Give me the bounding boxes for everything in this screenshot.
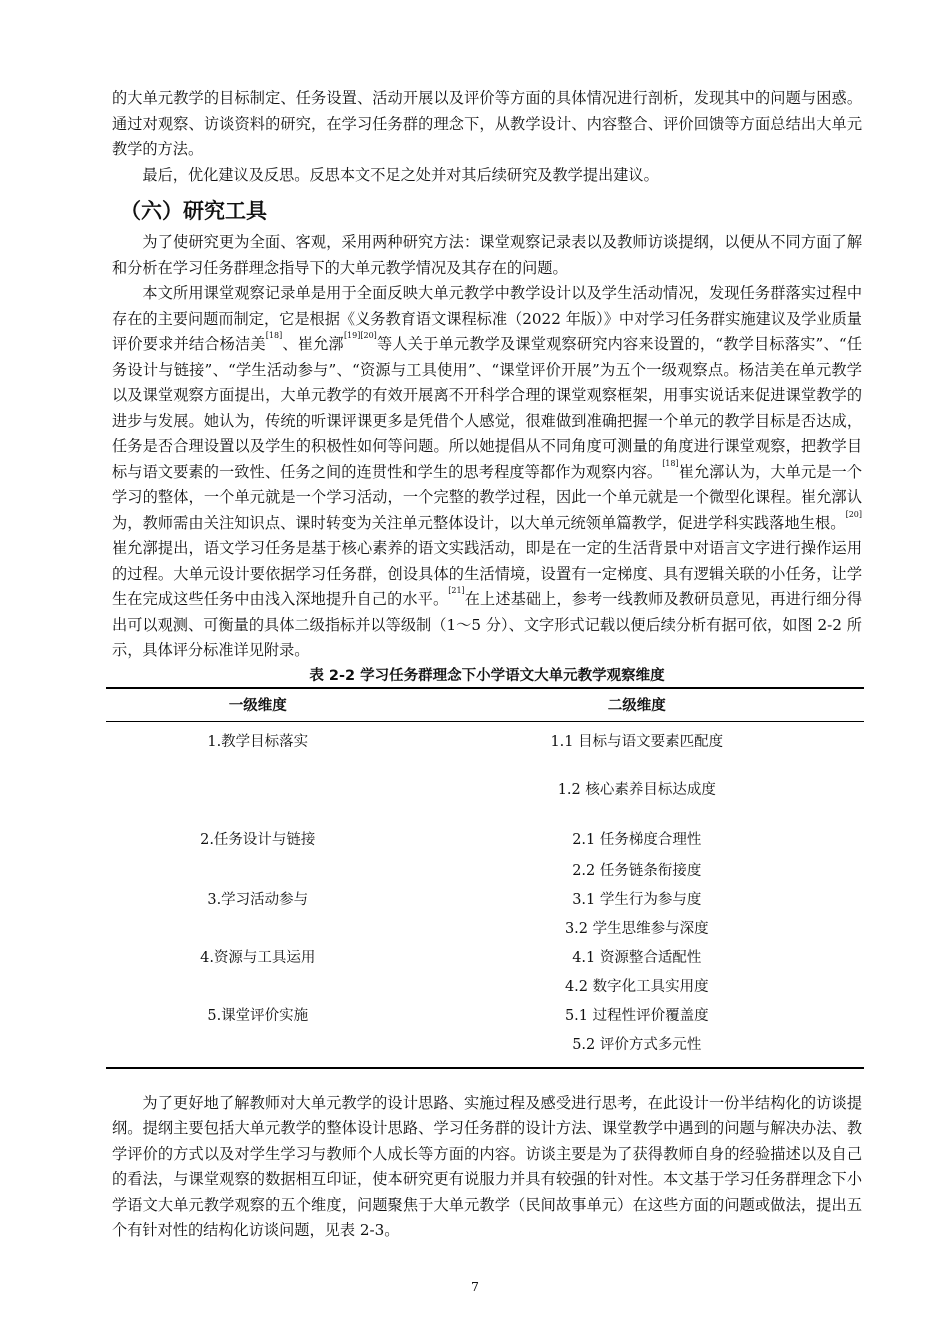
level1-cell bbox=[106, 855, 410, 884]
citation-ref: [18] bbox=[265, 331, 283, 340]
page-number: 7 bbox=[471, 1279, 479, 1294]
level1-cell: 1.教学目标落实 bbox=[207, 733, 309, 750]
level2-cell: 2.1 任务梯度合理性 bbox=[572, 831, 702, 848]
paragraph-text: 崔允漷认为，大单元是一个学习的整体，一个单元就是一个学习活动，一个完整的教学过程，因此一个单元就是一个微型化课程。崔允漷认为，教师需由关注知识点、课时转变为关注单元整体设计，以大单元统领单篇教学，促进学科实践落地生根。 bbox=[112, 462, 863, 532]
table-caption: 表 2-2 学习任务群理念下小学语文大单元教学观察维度 bbox=[309, 667, 665, 684]
column-header-level1: 一级维度 bbox=[106, 688, 410, 722]
table-row bbox=[106, 721, 864, 755]
table-row bbox=[106, 1029, 864, 1068]
paragraph-text: 崔允漷提出，语文学习任务是基于核心素养的语文实践活动，即是在一定的生活背景中对语言文字进行操作运用的过程。大单元设计要依据学习任务群，创设具体的生活情境，设置有一定梯度、具有逻辑关联的小任务，让学生在完成这些任务中由浅入深地提升自己的水平。 bbox=[112, 539, 862, 608]
paragraph-text: 、崔允漷 bbox=[282, 335, 344, 353]
level2-cell: 4.1 资源整合适配性 bbox=[572, 949, 702, 966]
level2-cell: 3.2 学生思维参与深度 bbox=[564, 920, 709, 937]
table-row bbox=[106, 913, 864, 942]
table-row bbox=[106, 755, 864, 805]
table-row bbox=[106, 971, 864, 1000]
level2-cell: 5.2 评价方式多元性 bbox=[572, 1036, 702, 1053]
level1-cell: 3.学习活动参与 bbox=[207, 891, 309, 908]
paragraph-text: 在上述基础上，参考一线教师及教研员意见，再进行细分得出可以观测、可衡量的具体二级指标并以等级制（1～5 分）、文字形式记载以便后续分析有据可依，如图 2-2 所示，具体评分标准详见附录。 bbox=[112, 590, 863, 659]
level1-cell: 2.任务设计与链接 bbox=[200, 831, 316, 848]
interview-paragraph: 为了更好地了解教师对大单元教学的设计思路、实施过程及感受进行思考，在此设计一份半结构化的访谈提纲。提纲主要包括大单元教学的整体设计思路、学习任务群的设计方法、课堂教学中遇到的问题与解决办法、教学评价的方式以及对学生学习与教师个人成长等方面的内容。访谈主要是为了获得教师自身的经验描述以及自己的看法，与课堂观察的数据相互印证，使本研究更有说服力并具有较强的针对性。本文基于学习任务群理念下小学语文大单元教学观察的五个维度，问题聚焦于大单元教学（民间故事单元）在这些方面的问题或做法，提出五个有针对性的结构化访谈问题，见表 2-3。 bbox=[112, 1093, 862, 1239]
citation-ref: [21] bbox=[448, 586, 465, 595]
observation-paragraph bbox=[112, 281, 862, 664]
table-row bbox=[106, 855, 864, 884]
citation-ref: [19][20] bbox=[343, 331, 377, 340]
paragraph-text: 本文所用课堂观察记录单是用于全面反映大单元教学中教学设计以及学生活动情况，发现任务群落实过程中存在的主要问题而制定，它是根据《义务教育语文课程标准（2022 年版）》中对学习任务群实施建议及学业质量评价要求并结合杨洁美 bbox=[112, 284, 862, 353]
citation-ref: [18] bbox=[662, 458, 679, 468]
level2-cell: 1.2 核心素养目标达成度 bbox=[557, 781, 716, 798]
level2-cell: 4.2 数字化工具实用度 bbox=[564, 978, 709, 995]
table-row bbox=[106, 1000, 864, 1029]
level1-cell bbox=[106, 971, 410, 1000]
level1-cell bbox=[106, 755, 410, 805]
body-paragraph: 最后，优化建议及反思。反思本文不足之处并对其后续研究及教学提出建议。 bbox=[142, 165, 659, 184]
paragraph-text: 等人关于单元教学及课堂观察研究内容来设置的，“教学目标落实”、“任务设计与链接”、“学生活动参与”、“资源与工具使用”、“课堂评价开展”为五个一级观察点。杨洁美在单元教学以及课堂观察方面提出，大单元教学的有效开展离不开科学合理的课堂观察框架，用事实说话来促进课堂教学的进步与发展。她认为，传统的听课评课更多是凭借个人感觉，很难做到准确把握一个单元的教学目标是否达成，任务是否合理设置以及学生的积极性如何等问题。所以她提倡从不同角度可测量的角度进行课堂观察，把教学目标与语文要素的一致性、任务之间的连贯性和学生的思考程度等都作为观察内容。 bbox=[112, 335, 863, 481]
level1-cell: 5.课堂评价实施 bbox=[207, 1007, 309, 1024]
page-content bbox=[112, 86, 862, 1244]
level1-cell bbox=[106, 1029, 410, 1068]
level1-cell bbox=[106, 913, 410, 942]
table-header-row bbox=[106, 688, 864, 722]
level2-cell: 3.1 学生行为参与度 bbox=[572, 891, 702, 908]
table-row bbox=[106, 805, 864, 855]
methods-paragraph: 为了使研究更为全面、客观，采用两种研究方法：课堂观察记录表以及教师访谈提纲，以便从不同方面了解和分析在学习任务群理念指导下的大单元教学情况及其存在的问题。 bbox=[112, 233, 862, 277]
level2-cell: 1.1 目标与语文要素匹配度 bbox=[550, 733, 724, 750]
table-row bbox=[106, 884, 864, 913]
level2-cell: 5.1 过程性评价覆盖度 bbox=[564, 1007, 709, 1024]
section-heading: （六）研究工具 bbox=[120, 199, 267, 223]
observation-dimensions-table bbox=[106, 687, 864, 1069]
table-row bbox=[106, 942, 864, 971]
citation-ref: [20] bbox=[845, 509, 862, 519]
level2-cell: 2.2 任务链条衔接度 bbox=[572, 862, 702, 879]
column-header-level2: 二级维度 bbox=[410, 688, 864, 722]
body-paragraph: 的大单元教学的目标制定、任务设置、活动开展以及评价等方面的具体情况进行剖析，发现其中的问题与困惑。通过对观察、访谈资料的研究，在学习任务群的理念下，从教学设计、内容整合、评价回馈等方面总结出大单元教学的方法。 bbox=[112, 89, 862, 158]
level1-cell: 4.资源与工具运用 bbox=[200, 949, 316, 966]
